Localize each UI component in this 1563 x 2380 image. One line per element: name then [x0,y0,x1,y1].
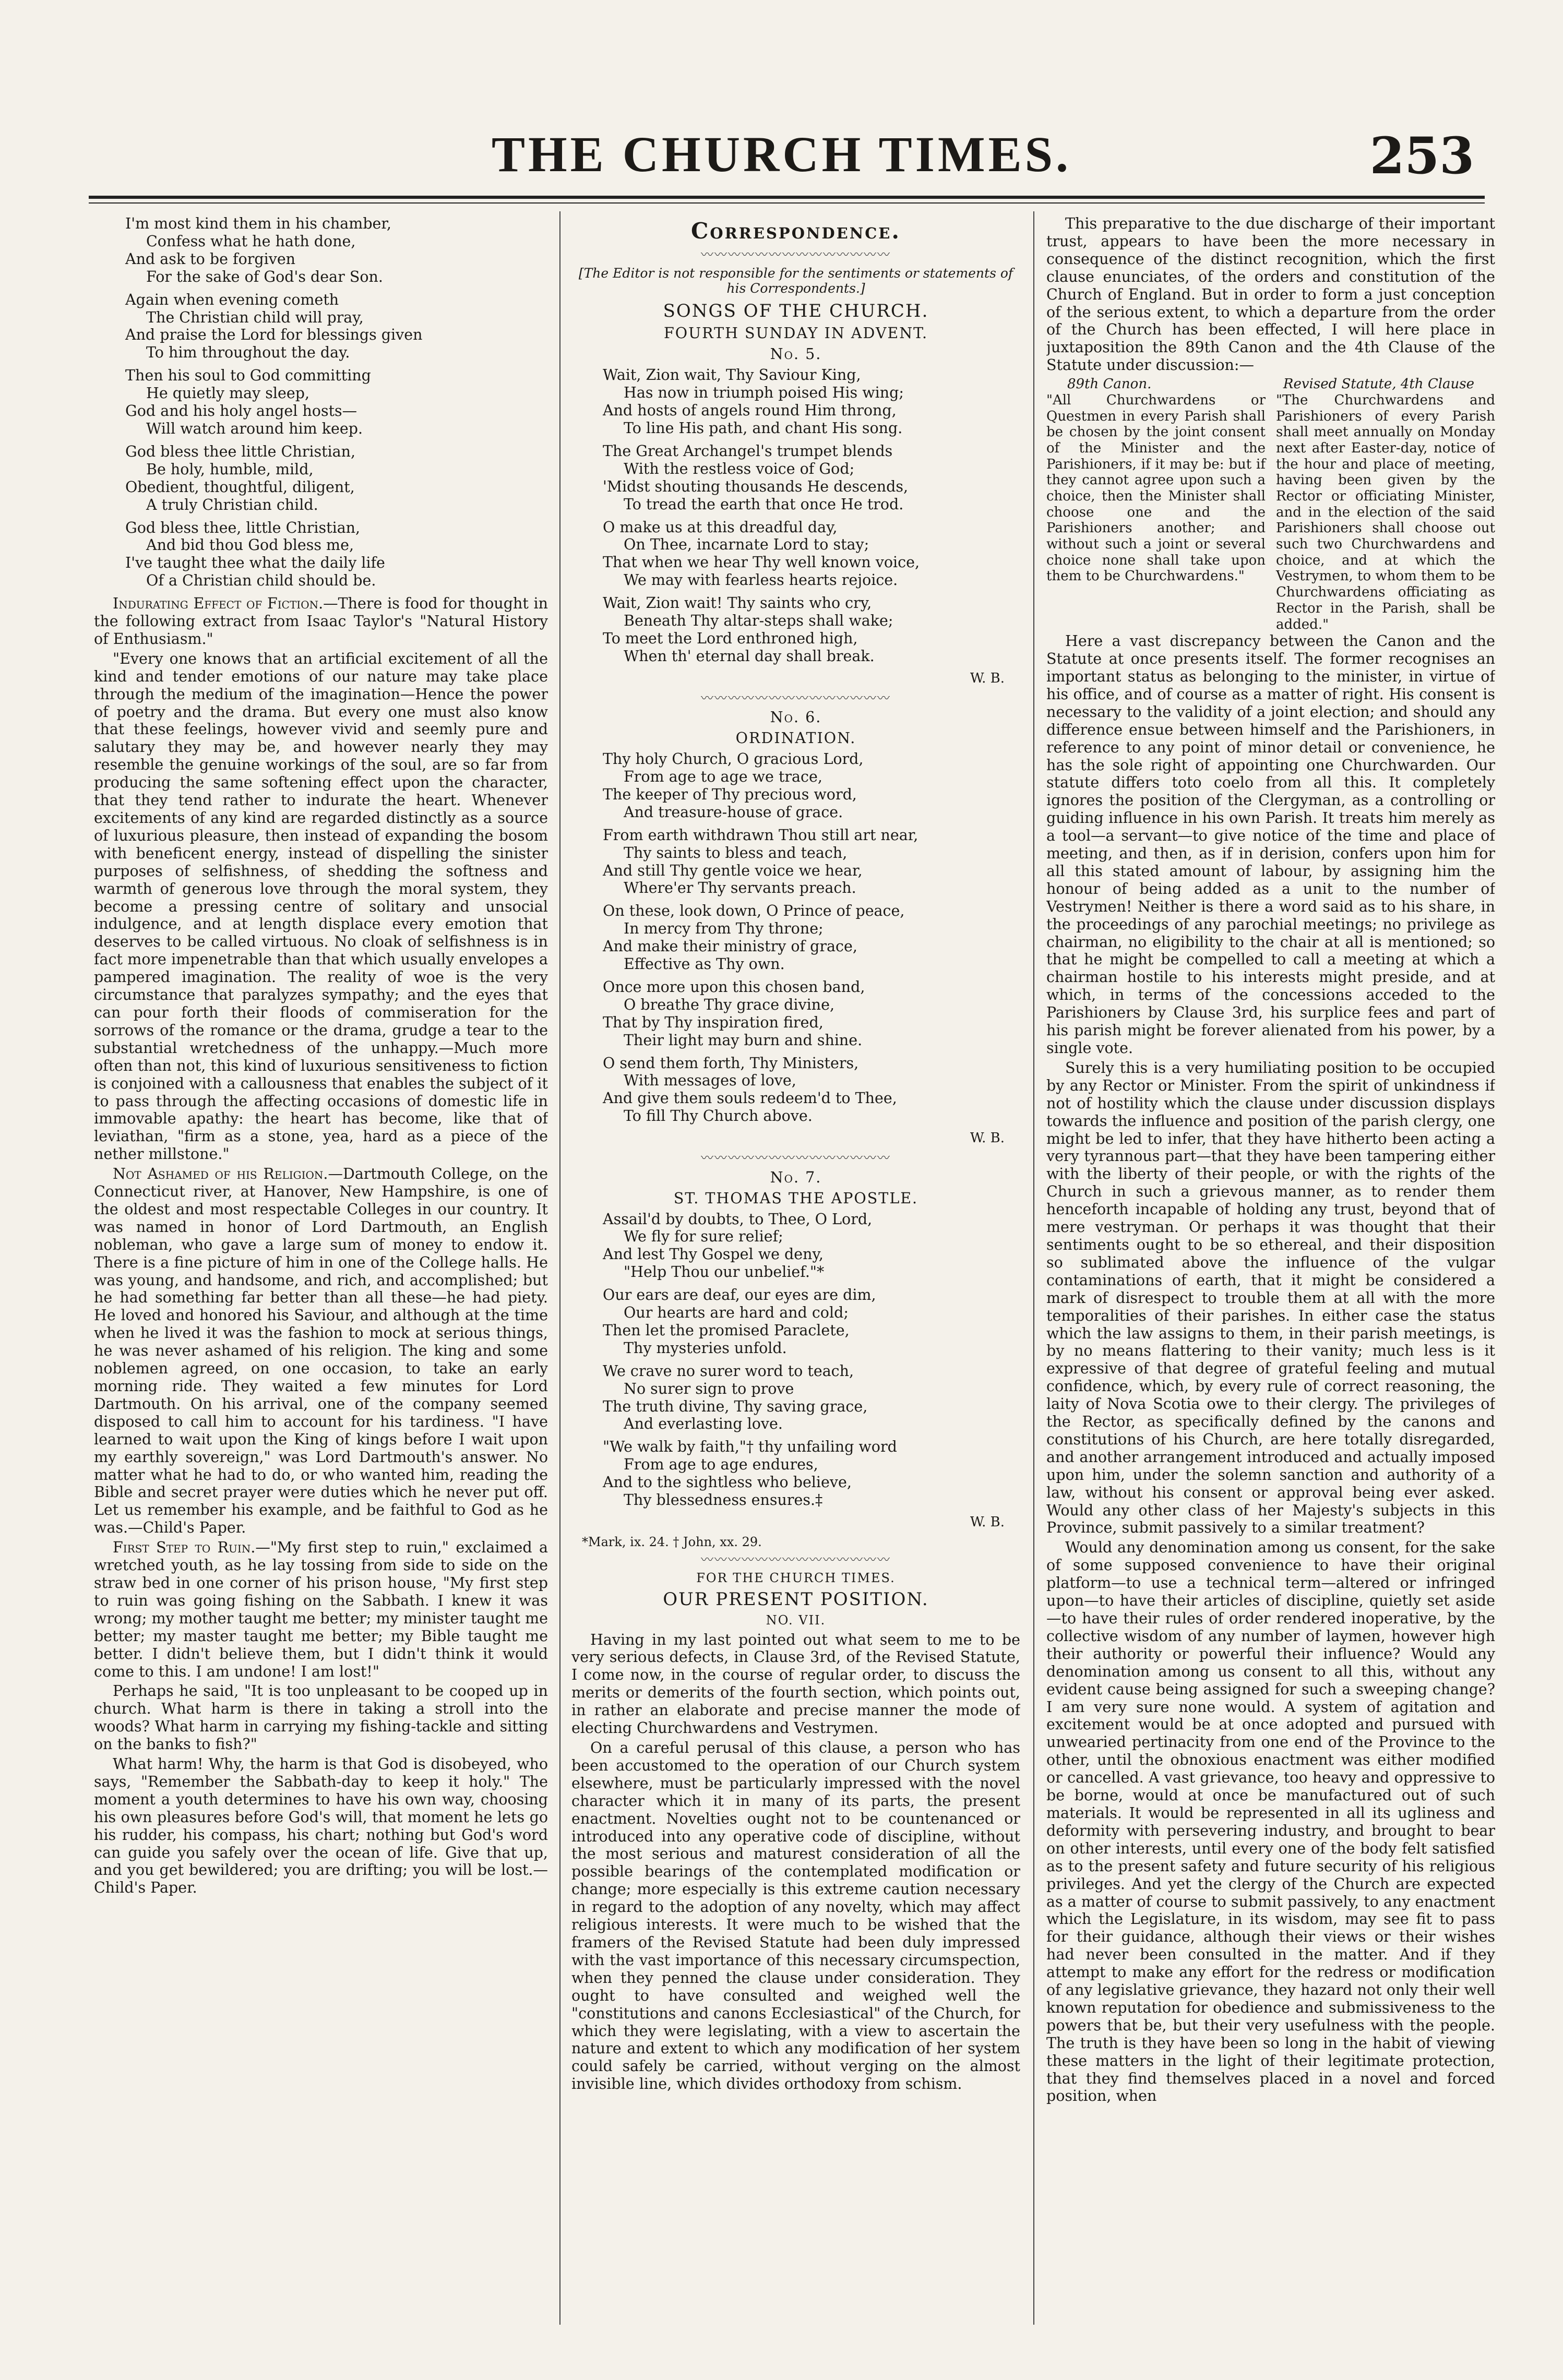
verse-line: That when we hear Thy well known voice, [603,554,920,571]
verse-line: On these, look down, O Prince of peace, [603,902,905,920]
verse-line: Effective as Thy own. [624,955,785,973]
poem-number: No. 7. [770,1168,822,1186]
article-position-p1: Having in my last pointed out what seem to me to be very serious defects, in Clause 3rd, of the Revised Statute, I come now, in the course of regular order, to discuss the merits or demerits of the fourth section, which points out, in rather an elaborate and precise manner the mode of electing Churchwardens and Vestrymen. [571,1631,1020,1737]
verse-line: We fly for sure relief; [624,1228,783,1246]
article-fiction [94,595,548,648]
ornament-divider: 〰〰〰〰〰〰〰〰〰〰〰〰〰〰 [701,1151,891,1166]
editor-note: [The Editor is not responsible for the sentiments or statements of his Correspondents.] [578,265,1013,296]
verse-line: Thy blessedness ensures.‡ [624,1491,823,1509]
column-divider [1033,211,1034,2325]
verse-line: Again when evening cometh [125,291,339,308]
verse-line: And praise the Lord for blessings given [125,326,423,344]
verse-line: And treasure-house of grace. [624,803,843,821]
verse-line: Will watch around him keep. [146,420,363,437]
verse-line: The keeper of Thy precious word, [603,785,857,803]
verse-line: With messages of love, [624,1072,796,1090]
article-number: NO. VII. [766,1613,826,1628]
verse-line: On Thee, incarnate Lord to stay; [624,536,869,554]
poem-st-thomas [603,1211,1020,1510]
column-middle [571,215,1020,2323]
section-heading-songs: SONGS OF THE CHURCH. [663,301,929,322]
article-ruin [94,1539,548,1680]
poem-little-christian [125,215,548,590]
canon-label: 89th Canon. [1067,376,1152,392]
verse-line: Then let the promised Paraclete, [603,1321,850,1339]
verse-line: Our ears are deaf, our eyes are dim, [603,1286,876,1304]
verse-line: Thy holy Church, O gracious Lord, [603,750,864,768]
verse-line: The truth divine, Thy saving grace, [603,1397,868,1415]
signature: W. B. [970,1514,1005,1530]
article-continued-p1: This preparative to the due discharge of their important trust, appears to have been the more necessary in consequence of the distinct recognition, which the first clause enunciates, of the orders and constitution of the Church of England. But in order to form a just conception of the serious extent, to which a departure from the order of the Church has been effected, I will here place in juxtaposition the 89th Canon and the 4th Clause of the Statute under discussion:— [1046,215,1495,374]
subheading-advent: FOURTH SUNDAY IN ADVENT. [663,325,928,342]
verse-line: O send them forth, Thy Ministers, [603,1054,859,1072]
column-left [94,215,548,2323]
verse-line: 'Midst shouting thousands He descends, [603,477,909,495]
verse-line: Assail'd by doubts, to Thee, O Lord, [603,1210,873,1228]
verse-line: Thy mysteries unfold. [624,1339,787,1357]
verse-line: That by Thy inspiration fired, [603,1013,824,1031]
verse-line: And to the sightless who believe, [603,1474,852,1491]
article-position-p2: On a careful perusal of this clause, a person who has been accustomed to the operation of our Church system elsewhere, must be particularly impressed with the novel character which it in many of its parts, the present enactment. Novelties ought not to be countenanced or introduced into any operative code of discipline, without the most serious and maturest consideration of all the possible bearings of the contemplated modification or change; more especially is this extreme caution necessary in regard to the adoption of any novelty, which may affect religious interests. It were much to be wished that the framers of the Revised Statute had been duly impressed with the vast importance of this necessary circumspection, when they penned the clause under consideration. They ought to have consulted and weighed well the "constitutions and canons Ecclesiastical" of the Church, for which they were legislating, with a view to ascertain the nature and extent to which any modification of her system could safely be carried, without verging on the almost invisible line, which divides orthodoxy from schism. [571,1739,1020,2093]
verse-line: Of a Christian child should be. [146,572,376,590]
poem-number: No. 6. [770,709,822,726]
verse-line: And still Thy gentle voice we hear, [603,862,863,879]
article-religion [94,1165,548,1537]
statute-text: "The Churchwardens and Parishioners of every Parish shall meet annually on Monday next after Easter-day, notice of the hour and place of meeting, having been given by the Rector or officiating Minister, and in the election of the said Parishioners shall choose out such two Churchwardens and choice, and at which the Vestrymen, to whom them to be Churchwardens officiating as Rector in the Parish, shall be added." [1276,392,1495,632]
verse-line: To line His path, and chant His song. [624,420,903,437]
verse-line: God and his holy angel hosts— [125,402,357,420]
verse-line: When th' eternal day shall break. [624,647,875,665]
verse-line: The Christian child will pray, [146,308,364,326]
verse-line: The Great Archangel's trumpet blends [603,442,893,460]
statute-label: Revised Statute, 4th Clause [1283,376,1474,392]
section-heading-correspondence: Correspondence. [690,218,901,244]
article-ruin-p2: Perhaps he said, "It is too unpleasant to be cooped up in church. What harm is there in taking a stroll into the woods? What harm in carrying my fishing-tackle and sitting on the banks to fish?" [94,1682,548,1753]
poem-advent [603,366,1020,665]
verse-line: I've taught thee what the daily life [125,554,385,572]
column-right [1046,215,1495,2323]
verse-line: O make us at this dreadful day, [603,518,838,536]
verse-line: O breathe Thy grace divine, [624,996,835,1013]
verse-line: I'm most kind them in his chamber, [125,215,391,232]
verse-line: To meet the Lord enthroned high, [603,629,858,647]
verse-line: We may with fearless hearts rejoice. [624,571,898,589]
ornament-divider: 〰〰〰〰〰〰〰〰〰〰〰〰〰〰 [701,1552,891,1568]
verse-line: Be holy, humble, mild, [146,460,314,478]
verse-line: From earth withdrawn Thou still art near, [603,826,918,844]
article-heading: Indurating Effect of Fiction. [113,595,324,613]
ornament-divider: 〰〰〰〰〰〰〰〰〰〰〰〰〰〰 [701,247,891,262]
poem-title: ST. THOMAS THE APOSTLE. [673,1189,918,1207]
verse-line: No surer sign to prove [624,1380,794,1397]
verse-line: And everlasting love. [624,1415,783,1433]
verse-line: Obedient, thoughtful, diligent, [125,478,355,496]
page-number: 253 [1369,126,1474,185]
verse-line: Where'er Thy servants preach. [624,879,856,897]
verse-line: Once more upon this chosen band, [603,978,865,996]
article-continued-p2: Here a vast discrepancy between the Canon and the Statute at once presents itself. The former recognises an important status as belonging to the minister, in virtue of his office, and of course as a matter of right. His consent is necessary to the validity of a joint election; and should any difference ensue between himself and the Parishioners, in reference to any point of minor detail or convenience, he has the sole right of appointing one Churchwarden. Our statute differs toto coelo from all this. It completely ignores the position of the Clergyman, as a controlling or guiding influence in his own Parish. It treats him merely as a tool—a servant—to give notice of the time and place of meeting, and then, as if in derision, confers upon him for all this stated amount of labour, by assigning him the honour of being added as a unit to the number of Vestrymen! Neither is there a word said as to his share, in the proceedings of any parochial meetings; no privilege as chairman, no eligibility to the chair at all is mentioned; so that he might be compelled to call a meeting at which a chairman hostile to his interests might preside, and at which, in terms of the concessions acceded to the Parishioners by Clause 3rd, his surplice fees and part of his parish might be forever alienated from his power, by a single vote. [1046,632,1495,1057]
verse-line: In mercy from Thy throne; [624,920,824,938]
footnote: *Mark, ix. 24. † John, xx. 29. [582,1534,762,1549]
verse-line: And hosts of angels round Him throng, [603,402,897,420]
verse-line: Wait, Zion wait, Thy Saviour King, [603,366,861,384]
verse-line: From age to age endures, [624,1456,818,1474]
verse-line: Their light may burn and shine. [624,1031,863,1049]
comparison-labels [1046,376,1495,392]
verse-line: And give them souls redeem'd to Thee, [603,1090,897,1107]
article-text: —"My first step to ruin," exclaimed a wretched youth, as he lay tossing from side to side on the straw bed in one corner of his prison house, "My first step to ruin was going fishing on the Sabbath. I knew it was wrong; my mother taught me better; my minister taught me better; my master taught me better; my Bible taught me better. I didn't believe them, but I didn't think it would come to this. I am undone! I am lost!" [94,1539,548,1680]
verse-line: To fill Thy Church above. [624,1107,813,1125]
signature: W. B. [970,1130,1005,1146]
verse-line: From age to age we trace, [624,768,822,785]
verse-line: And ask to be forgiven [125,250,296,268]
article-ruin-p3: What harm! Why, the harm is that God is disobeyed, who says, "Remember the Sabbath-day to keep it holy." The moment a youth determines to have his own way, choosing his own pleasures before God's will, that moment he lets go his rudder, his compass, his chart; nothing but God's word can guide you safely over the ocean of life. Give that up, and you get bewildered; you are drifting; you will be lost.—Child's Paper. [94,1755,548,1897]
poem-title: ORDINATION. [735,729,856,747]
verse-line: And make their ministry of grace, [603,938,857,955]
verse-line: He quietly may sleep, [146,385,310,402]
ornament-divider: 〰〰〰〰〰〰〰〰〰〰〰〰〰〰 [701,690,891,705]
section-heading-position: OUR PRESENT POSITION. [663,1588,929,1610]
signature: W. B. [970,670,1005,686]
verse-line: Then his soul to God committing [125,367,371,385]
verse-line: Has now in triumph poised His wing; [624,384,904,402]
verse-line: "We walk by faith,"† thy unfailing word [603,1438,897,1456]
masthead [0,125,1563,188]
verse-line: We crave no surer word to teach, [603,1362,854,1380]
comparison-columns [1046,392,1495,632]
verse-line: Wait, Zion wait! Thy saints who cry, [603,594,872,612]
article-heading: First Step to Ruin. [113,1539,256,1557]
verse-line: A truly Christian child. [146,496,318,513]
verse-line: With the restless voice of God; [624,460,855,477]
verse-line: To tread the earth that once He trod. [624,495,904,513]
article-heading: Not Ashamed of his Religion. [113,1165,328,1183]
verse-line: To him throughout the day. [146,344,350,362]
header-rule-thin [89,202,1485,204]
poem-ordination [603,750,1020,1125]
column-divider [559,211,560,2325]
verse-line: And lest Thy Gospel we deny, [603,1246,824,1263]
verse-line: God bless thee little Christian, [125,442,356,460]
canon-text: "All Churchwardens or Questmen in every Parish shall be chosen by the joint consent of the Minister and the Parishioners, if it may be: but if they cannot agree upon such a choice, then the Minister shall choose one and the Parishioners another; and without such a joint or several choice none shall take upon them to be Churchwardens." [1046,392,1266,584]
article-continued-p4: Would any denomination among us consent, for the sake of some supposed convenience to have their original platform—to use a technical term—altered or infringed upon—to have their articles of discipline, quietly set aside—to have their rules of order rendered inoperative, by the collective wisdom of any number of laymen, however high their authority or powerful their influence? Would any denomination among us consent to all this, without any evident cause being assigned for such a sweeping change? I am very sure none would. A system of agitation and excitement would be at once adopted and pursued with unwearied pertinacity from one end of the Province to the other, until the obnoxious enactment was either modified or cancelled. A vast grievance, too heavy and oppressive to be borne, would at once be manufactured out of such materials. It would be represented in all its ugliness and deformity with persevering industry, and brought to bear on other interests, until every one of the body felt satisfied as to the present safety and future security of his religious privileges. And yet the clergy of the Church are expected as a matter of course to submit passively, to any enactment which the Legislature, in its wisdom, may see fit to pass for their guidance, although their views or their wishes had never been consulted in the matter. And if they attempt to make any effort for the redress or modification of any legislative grievance, they hazard not only their well known reputation for obedience and submissiveness to the powers that be, but their very usefulness with the people. The truth is they have been so long in the habit of viewing these matters in the light of their legitimate protection, that they find themselves placed in a novel and forced position, when [1046,1539,1495,2105]
verse-line: Beneath Thy altar-steps shall wake; [624,612,893,630]
article-continued-p3: Surely this is a very humiliating position to be occupied by any Rector or Minister. From the spirit of unkindness if not of hostility which the clause under discussion displays towards the influence and position of the parish clergy, one might be led to infer, that they have hitherto been acting a very tyrannous part—that they have been tampering either with the liberty of their people, or with the rights of the Church in such a grievous manner, as to render them henceforth incapable of holding any trust, beyond that of mere vestryman. Or perhaps it was thought that their sentiments ought to be so ethereal, and their disposition so sublimated above the influence of the vulgar contaminations of earth, that it might be considered a mark of disrespect to trouble them at all with the more temporalities of their parishes. In either case the status which the law assigns to them, in their parish meetings, is by no means flattering to their vanity; much less is it expressive of that degree of grateful feeling and mutual confidence, which, by every rule of correct reasoning, the laity of Nova Scotia owe to their clergy. The privileges of the Rector, as specifically defined by the canons and constitutions of his Church, are here totally disregarded, and another arrangement introduced and actually imposed upon him, under the solemn sanction and authority of a law, without his consent or approval being ever asked. Would any other class of her Majesty's subjects in this Province, submit passively to a similar treatment? [1046,1059,1495,1537]
poem-number: No. 5. [770,345,822,363]
page-title: THE CHURCH TIMES. [491,126,1072,182]
article-text: —There is food for thought in the following extract from Isaac Taylor's "Natural History of Enthusiasm." [94,595,548,648]
verse-line: "Help Thou our unbelief."* [624,1263,825,1281]
article-fiction-quote: "Every one knows that an artificial excitement of all the kind and tender emotions of our nature may take place through the medium of the imagination—Hence the power of poetry and the drama. But every one must also know that these feelings, however vivid and seemly pure and salutary they may be, and however nearly they may resemble the genuine workings of the soul, are so far from producing the same softening effect upon the character, that they tend rather to indurate the heart. Whenever excitements of any kind are regarded distinctly as a source of luxurious pleasure, then instead of expanding the bosom with beneficent energy, instead of dispelling the sinister purposes of selfishness, of shedding the softness and warmth of generous love through the moral system, they become a pressing centre of solitary and unsocial indulgence, and at length displace every emotion that deserves to be called virtuous. No cloak of selfishness is in fact more impenetrable than that which usually envelopes a pampered imagination. The reality of woe is the very circumstance that paralyzes sympathy; and the eyes that can pour forth their floods of commiseration for the sorrows of the romance or the drama, grudge a tear to the substantial wretchedness of the unhappy.—Much more often than not, this kind of luxurious sensitiveness to fiction is conjoined with a callousness that enables the subject of it to pass through the affecting occasions of domestic life in immovable apathy: the heart has become, like that of leviathan, "firm as a stone, yea, hard as a piece of the nether millstone." [94,650,548,1163]
verse-line: Our hearts are hard and cold; [624,1304,849,1322]
verse-line: Confess what he hath done, [146,232,356,250]
verse-line: For the sake of God's dear Son. [146,268,383,285]
verse-line: God bless thee, little Christian, [125,519,361,536]
byline-for-church-times: FOR THE CHURCH TIMES. [696,1571,896,1586]
header-rule [89,196,1485,199]
verse-line: Thy saints to bless and teach, [624,844,848,862]
article-text: —Dartmouth College, on the Connecticut river, at Hanover, New Hampshire, is one of the oldest and most respectable Colleges in our country. It was named in honor of Lord Dartmouth, an English nobleman, who gave a large sum of money to endow it. There is a fine picture of him in one of the College halls. He was young, and handsome, and rich, and accomplished; but he had something far better than all these—he had piety. He loved and honored his Saviour, and although at the time when he lived it was the fashion to mock at serious things, he was never ashamed of his religion. The king and some noblemen agreed, on one occasion, to take an early morning ride. They waited a few minutes for Lord Dartmouth. On his arrival, one of the company seemed disposed to call him to account for his tardiness. "I have learned to wait upon the King of kings before I wait upon my earthly sovereign," was Lord Dartmouth's answer. No matter what he had to do, or who wanted him, reading the Bible and secret prayer were duties which he never put off. Let us remember his example, and be faithful to God as he was.—Child's Paper. [94,1165,548,1537]
verse-line: And bid thou God bless me, [146,536,354,554]
